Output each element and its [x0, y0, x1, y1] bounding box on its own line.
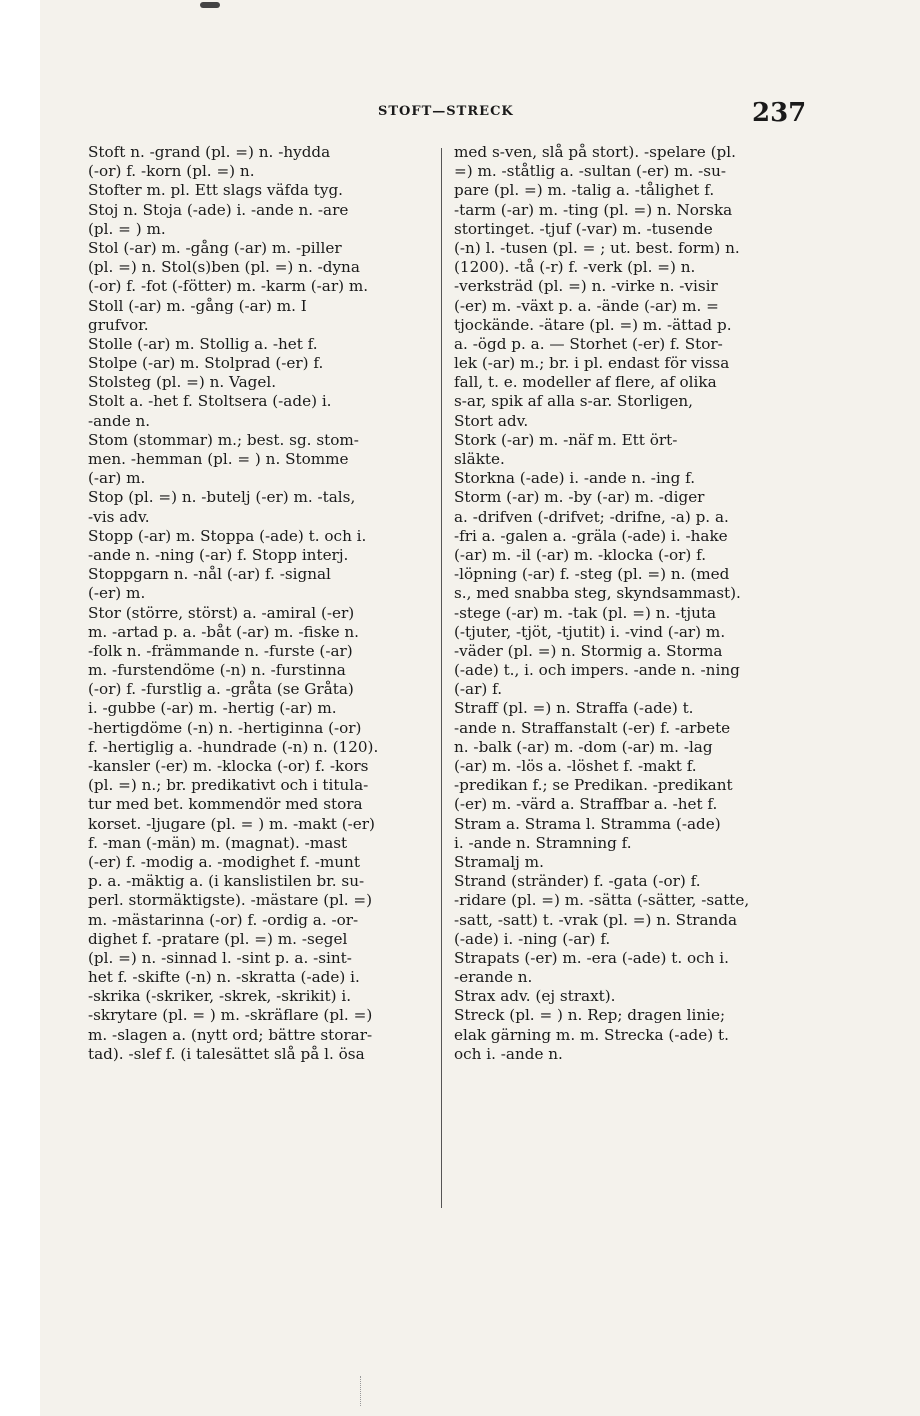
- text-line: Stofter m. pl. Ett slags väfda tyg.: [88, 181, 344, 200]
- text-line: Streck (pl. = ) n. Rep; dragen linie;: [454, 1006, 726, 1025]
- text-line: tad). -slef f. (i talesättet slå på l. ösa: [88, 1044, 365, 1063]
- text-line: f. -man (-män) m. (magnat). -mast: [88, 833, 348, 852]
- text-line: lek (-ar) m.; br. i pl. endast för vissa: [454, 354, 730, 373]
- text-line: (1200). -tå (-r) f. -verk (pl. =) n.: [454, 258, 696, 277]
- text-line: -fri a. -galen a. -gräla (-ade) i. -hake: [454, 526, 728, 545]
- text-line: -vis adv.: [88, 507, 150, 526]
- text-line: Stram a. Strama l. Stramma (-ade): [454, 814, 721, 833]
- text-line: -verksträd (pl. =) n. -virke n. -visir: [454, 277, 718, 296]
- text-line: Stopp (-ar) m. Stoppa (-ade) t. och i.: [88, 526, 367, 545]
- text-line: (-or) f. -fot (-fötter) m. -karm (-ar) m.: [88, 277, 369, 296]
- text-line: -folk n. -främmande n. -furste (-ar): [88, 641, 353, 660]
- text-line: -skrytare (pl. = ) m. -skräflare (pl. =): [88, 1006, 373, 1025]
- text-line: (pl. =) n. Stol(s)ben (pl. =) n. -dyna: [88, 258, 360, 277]
- text-line: s-ar, spik af alla s-ar. Storligen,: [454, 392, 693, 411]
- text-line: -ande n. -ning (-ar) f. Stopp interj.: [88, 545, 349, 564]
- text-line: tur med bet. kommendör med stora: [88, 795, 363, 814]
- text-line: Strand (stränder) f. -gata (-or) f.: [454, 872, 701, 891]
- text-line: -satt, -satt) t. -vrak (pl. =) n. Stranda: [454, 910, 738, 929]
- text-line: Stol (-ar) m. -gång (-ar) m. -piller: [88, 238, 342, 257]
- text-line: med s-ven, slå på stort). -spelare (pl.: [454, 143, 736, 161]
- text-line: och i. -ande n.: [454, 1044, 563, 1063]
- text-line: (-ade) t., i. och impers. -ande n. -ning: [454, 661, 740, 680]
- text-line: Stort adv.: [454, 411, 529, 430]
- text-line: n. -balk (-ar) m. -dom (-ar) m. -lag: [454, 737, 713, 756]
- text-line: (-ar) f.: [454, 680, 503, 699]
- left-column: [88, 143, 432, 1064]
- text-line: (-ade) i. -ning (-ar) f.: [454, 929, 611, 948]
- text-line: (-er) m. -växt p. a. -ände (-ar) m. =: [454, 296, 719, 315]
- text-line: tjockände. -ätare (pl. =) m. -ättad p.: [454, 315, 732, 334]
- text-line: Strapats (-er) m. -era (-ade) t. och i.: [454, 948, 729, 967]
- text-line: elak gärning m. m. Strecka (-ade) t.: [454, 1025, 729, 1044]
- text-line: m. -mästarinna (-or) f. -ordig a. -or-: [88, 910, 359, 929]
- text-line: (-n) l. -tusen (pl. = ; ut. best. form) n.: [454, 238, 740, 257]
- text-line: fall, t. e. modeller af flere, af olika: [454, 373, 717, 392]
- text-line: (pl. = ) m.: [88, 219, 166, 238]
- text-line: p. a. -mäktig a. (i kanslistilen br. su-: [88, 872, 365, 891]
- text-line: Stolt a. -het f. Stoltsera (-ade) i.: [88, 392, 332, 411]
- text-line: -erande n.: [454, 968, 533, 987]
- text-line: m. -slagen a. (nytt ord; bättre storar-: [88, 1025, 373, 1044]
- text-line: -ande n.: [88, 411, 151, 430]
- text-line: (-or) f. -korn (pl. =) n.: [88, 162, 255, 181]
- text-line: perl. stormäktigste). -mästare (pl. =): [88, 891, 373, 910]
- text-line: grufvor.: [88, 315, 149, 334]
- text-line: Stoj n. Stoja (-ade) i. -ande n. -are: [88, 200, 349, 219]
- text-line: (-ar) m.: [88, 469, 146, 488]
- text-line: Stor (större, störst) a. -amiral (-er): [88, 603, 355, 622]
- text-line: (pl. =) n. -sinnad l. -sint p. a. -sint-: [88, 948, 352, 967]
- text-line: =) m. -ståtlig a. -sultan (-er) m. -su-: [454, 162, 726, 181]
- text-line: -hertigdöme (-n) n. -hertiginna (-or): [88, 718, 362, 737]
- text-line: (pl. =) n.; br. predikativt och i titula-: [88, 776, 369, 795]
- text-line: -skrika (-skriker, -skrek, -skrikit) i.: [88, 987, 352, 1006]
- text-line: Stoppgarn n. -nål (-ar) f. -signal: [88, 565, 331, 584]
- text-line: a. -drifven (-drifvet; -drifne, -a) p. a.: [454, 507, 729, 526]
- text-line: -kansler (-er) m. -klocka (-or) f. -kors: [88, 757, 369, 775]
- text-line: -löpning (-ar) f. -steg (pl. =) n. (med: [454, 565, 730, 584]
- text-line: Stolpe (-ar) m. Stolprad (-er) f.: [88, 354, 324, 373]
- text-line: Stolsteg (pl. =) n. Vagel.: [88, 373, 277, 392]
- text-line: Stom (stommar) m.; best. sg. stom-: [88, 430, 359, 449]
- text-line: (-tjuter, -tjöt, -tjutit) i. -vind (-ar) m.: [454, 622, 726, 641]
- column-divider: [441, 148, 442, 1208]
- text-line: m. -furstendöme (-n) n. -furstinna: [88, 661, 346, 680]
- text-line: men. -hemman (pl. = ) n. Stomme: [88, 450, 349, 468]
- text-line: korset. -ljugare (pl. = ) m. -makt (-er): [88, 814, 375, 833]
- text-line: -väder (pl. =) n. Stormig a. Storma: [454, 641, 723, 660]
- text-line: Stoft n. -grand (pl. =) n. -hydda: [88, 143, 331, 161]
- page-number: 237: [752, 98, 807, 128]
- text-line: a. -ögd p. a. — Storhet (-er) f. Stor-: [454, 334, 723, 353]
- running-header: STOFT—STRECK: [378, 104, 514, 119]
- scan-mark: [200, 2, 220, 8]
- text-line: (-er) f. -modig a. -modighet f. -munt: [88, 852, 360, 871]
- text-line: Straff (pl. =) n. Straffa (-ade) t.: [454, 699, 694, 718]
- text-line: (-er) m.: [88, 584, 146, 603]
- text-line: (-or) f. -furstlig a. -gråta (se Gråta): [88, 680, 354, 699]
- text-line: -tarm (-ar) m. -ting (pl. =) n. Norska: [454, 200, 733, 219]
- text-line: i. -ande n. Stramning f.: [454, 833, 632, 852]
- right-column: [454, 143, 800, 1064]
- text-line: f. -hertiglig a. -hundrade (-n) n. (120).: [88, 737, 379, 756]
- text-line: -predikan f.; se Predikan. -predikant: [454, 776, 733, 795]
- text-line: Stoll (-ar) m. -gång (-ar) m. I: [88, 296, 307, 315]
- text-line: het f. -skifte (-n) n. -skratta (-ade) i.: [88, 968, 360, 987]
- text-line: m. -artad p. a. -båt (-ar) m. -fiske n.: [88, 622, 360, 641]
- text-line: dighet f. -pratare (pl. =) m. -segel: [88, 929, 348, 948]
- text-line: Strax adv. (ej straxt).: [454, 987, 616, 1006]
- text-line: Stramalj m.: [454, 852, 544, 871]
- text-line: (-ar) m. -lös a. -löshet f. -makt f.: [454, 757, 697, 775]
- text-line: s., med snabba steg, skyndsammast).: [454, 584, 741, 603]
- text-line: Stolle (-ar) m. Stollig a. -het f.: [88, 334, 318, 353]
- text-line: i. -gubbe (-ar) m. -hertig (-ar) m.: [88, 699, 337, 718]
- text-line: -ande n. Straffanstalt (-er) f. -arbete: [454, 718, 731, 737]
- text-line: (-er) m. -värd a. Straffbar a. -het f.: [454, 795, 718, 814]
- text-line: (-ar) m. -il (-ar) m. -klocka (-or) f.: [454, 545, 707, 564]
- text-line: -ridare (pl. =) m. -sätta (-sätter, -satte,: [454, 891, 750, 910]
- text-line: pare (pl. =) m. -talig a. -tålighet f.: [454, 181, 715, 200]
- text-line: Storm (-ar) m. -by (-ar) m. -diger: [454, 488, 705, 507]
- text-line: Stork (-ar) m. -näf m. Ett ört-: [454, 430, 678, 449]
- text-line: släkte.: [454, 450, 505, 468]
- text-line: Stop (pl. =) n. -butelj (-er) m. -tals,: [88, 488, 356, 507]
- text-line: Storkna (-ade) i. -ande n. -ing f.: [454, 469, 696, 488]
- text-line: -stege (-ar) m. -tak (pl. =) n. -tjuta: [454, 603, 717, 622]
- text-line: stortinget. -tjuf (-var) m. -tusende: [454, 219, 713, 238]
- scan-artifact: [360, 1376, 385, 1406]
